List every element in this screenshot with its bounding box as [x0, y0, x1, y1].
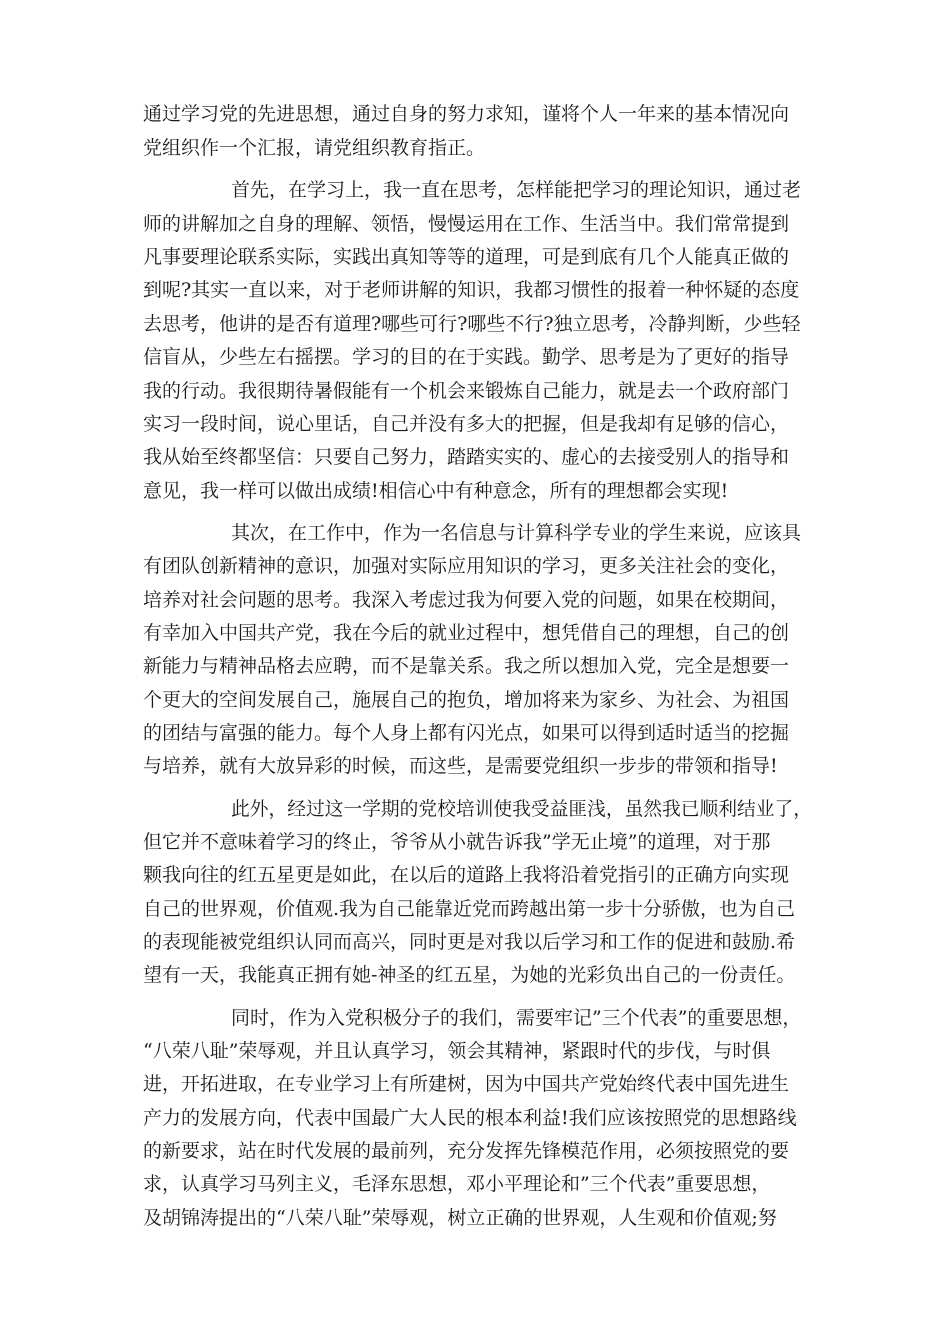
text-line — [0, 750, 950, 783]
text-line — [0, 617, 950, 650]
text-line — [0, 650, 950, 683]
text-line-content: 通过学习党的先进思想，通过自身的努力求知，谨将个人一年来的基本情况向 — [143, 103, 790, 125]
text-line — [0, 684, 950, 717]
text-line-content: 望有一天，我能真正拥有她-神圣的红五星，为她的光彩负出自己的一份责任。 — [143, 964, 796, 986]
text-line — [0, 1068, 950, 1101]
text-line — [0, 1002, 950, 1035]
text-line-content: 我的行动。我很期待暑假能有一个机会来锻炼自己能力，就是去一个政府部门 — [143, 380, 790, 402]
text-line-content: 颗我向往的红五星更是如此，在以后的道路上我将沿着党指引的正确方向实现 — [143, 864, 790, 886]
text-line — [0, 550, 950, 583]
text-line-content: “八荣八耻”荣辱观，并且认真学习，领会其精神，紧跟时代的步伐，与时俱 — [143, 1040, 771, 1062]
text-line — [0, 859, 950, 892]
text-line — [0, 341, 950, 374]
text-line-content: 此外，经过这一学期的党校培训使我受益匪浅，虽然我已顺利结业了， — [231, 798, 813, 820]
text-line-content: 的团结与富强的能力。每个人身上都有闪光点，如果可以得到适时适当的挖掘 — [143, 722, 790, 744]
text-line — [0, 826, 950, 859]
text-line — [0, 241, 950, 274]
text-line-content: 新能力与精神品格去应聘，而不是靠关系。我之所以想加入党，完全是想要一 — [143, 655, 790, 677]
text-line-content: 求，认真学习马列主义，毛泽东思想，邓小平理论和”三个代表”重要思想， — [143, 1173, 771, 1195]
text-line — [0, 98, 950, 131]
text-line-content: 培养对社会问题的思考。我深入考虑过我为何要入党的问题，如果在校期间， — [143, 589, 790, 611]
text-line-content: 有幸加入中国共产党，我在今后的就业过程中，想凭借自己的理想，自己的创 — [143, 622, 790, 644]
text-line — [0, 408, 950, 441]
text-line — [0, 308, 950, 341]
text-line-content: 的表现能被党组织认同而高兴，同时更是对我以后学习和工作的促进和鼓励.希 — [143, 931, 796, 953]
text-line — [0, 893, 950, 926]
text-line-content: 同时，作为入党积极分子的我们，需要牢记”三个代表”的重要思想， — [231, 1007, 802, 1029]
text-line — [0, 517, 950, 550]
text-line-content: 及胡锦涛提出的“八荣八耻”荣辱观，树立正确的世界观，人生观和价值观;努 — [143, 1207, 777, 1229]
text-line-content: 的新要求，站在时代发展的最前列，充分发挥先锋模范作用，必须按照党的要 — [143, 1140, 790, 1162]
text-line — [0, 132, 950, 165]
text-line — [0, 793, 950, 826]
text-line — [0, 1035, 950, 1068]
text-line-content: 我从始至终都坚信：只要自己努力，踏踏实实的、虚心的去接受别人的指导和 — [143, 446, 790, 468]
text-line-content: 其次，在工作中，作为一名信息与计算科学专业的学生来说，应该具 — [231, 522, 802, 544]
text-line — [0, 375, 950, 408]
text-line-content: 党组织作一个汇报，请党组织教育指正。 — [143, 137, 486, 159]
text-line-content: 首先，在学习上，我一直在思考，怎样能把学习的理论知识，通过老 — [231, 179, 802, 201]
text-line — [0, 1168, 950, 1201]
text-line — [0, 926, 950, 959]
text-line-content: 凡事要理论联系实际，实践出真知等等的道理，可是到底有几个人能真正做的 — [143, 246, 790, 268]
text-line-content: 个更大的空间发展自己，施展自己的抱负，增加将来为家乡、为社会、为祖国 — [143, 689, 790, 711]
text-line-content: 有团队创新精神的意识，加强对实际应用知识的学习，更多关注社会的变化， — [143, 555, 790, 577]
text-line — [0, 717, 950, 750]
text-line-content: 自己的世界观，价值观.我为自己能靠近党而跨越出第一步十分骄傲，也为自己 — [143, 898, 796, 920]
text-line — [0, 174, 950, 207]
text-line-content: 与培养，就有大放异彩的时候，而这些，是需要党组织一步步的带领和指导! — [143, 755, 778, 777]
text-line — [0, 441, 950, 474]
text-line-content: 产力的发展方向，代表中国最广大人民的根本利益!我们应该按照党的思想路线 — [143, 1107, 797, 1129]
text-line-content: 实习一段时间，说心里话，自己并没有多大的把握，但是我却有足够的信心， — [143, 413, 790, 435]
text-line-content: 去思考，他讲的是否有道理?哪些可行?哪些不行?独立思考，冷静判断，少些轻 — [143, 313, 801, 335]
text-line — [0, 274, 950, 307]
text-line — [0, 208, 950, 241]
text-line — [0, 475, 950, 508]
text-line — [0, 1102, 950, 1135]
text-line — [0, 1135, 950, 1168]
text-line-content: 到呢?其实一直以来，对于老师讲解的知识，我都习惯性的报着一种怀疑的态度 — [143, 279, 800, 301]
text-line — [0, 959, 950, 992]
text-line — [0, 1202, 950, 1235]
text-line-content: 信盲从，少些左右摇摆。学习的目的在于实践。勤学、思考是为了更好的指导 — [143, 346, 790, 368]
text-line-content: 师的讲解加之自身的理解、领悟，慢慢运用在工作、生活当中。我们常常提到 — [143, 213, 790, 235]
text-line-content: 进，开拓进取，在专业学习上有所建树，因为中国共产党始终代表中国先进生 — [143, 1073, 790, 1095]
text-line — [0, 584, 950, 617]
text-line-content: 意见，我一样可以做出成绩!相信心中有种意念，所有的理想都会实现! — [143, 480, 729, 502]
text-line-content: 但它并不意味着学习的终止，爷爷从小就告诉我”学无止境”的道理，对于那 — [143, 831, 771, 853]
